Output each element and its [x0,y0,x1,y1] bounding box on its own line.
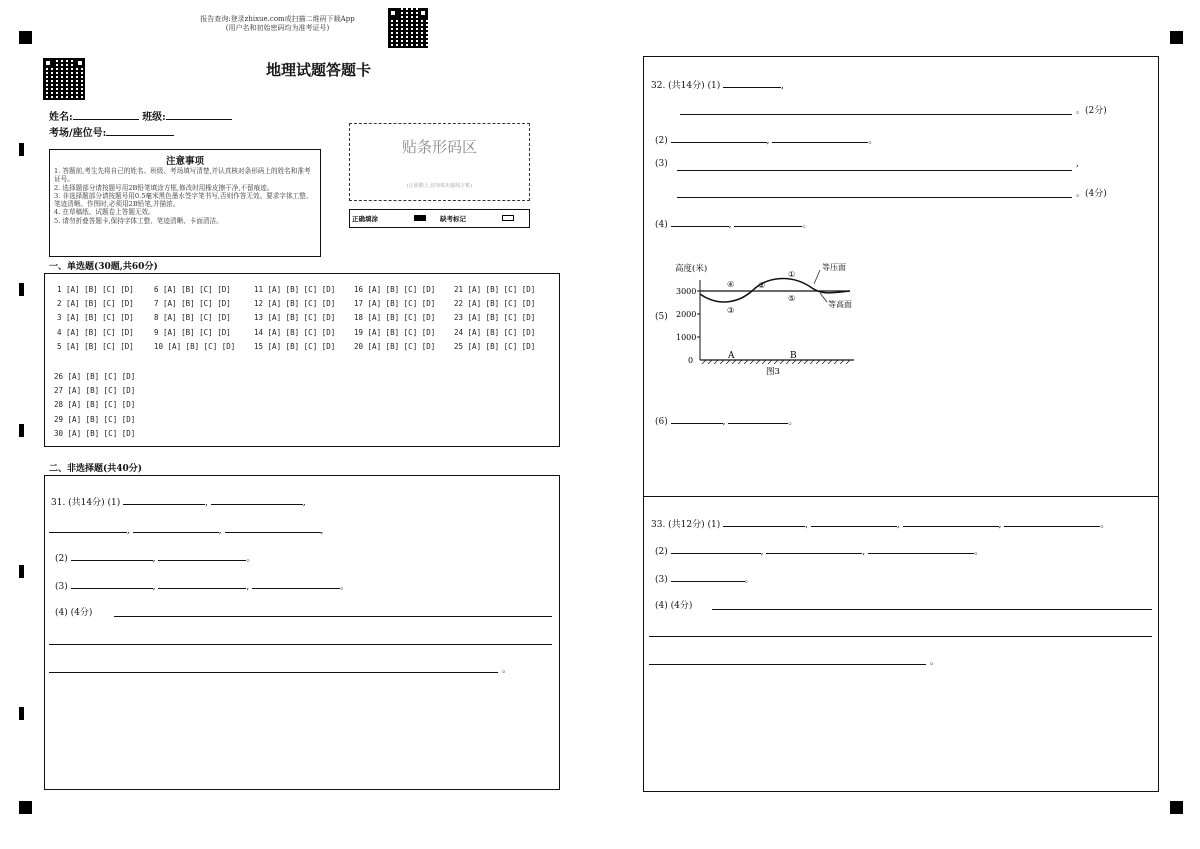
mcq-row[interactable]: 27 [A] [B] [C] [D] [54,386,136,396]
comma: , [1076,159,1079,169]
fill-legend [349,209,530,228]
mcq-row[interactable]: 19 [A] [B] [C] [D] [354,327,436,337]
mcq-row[interactable]: 13 [A] [B] [C] [D] [254,313,336,323]
x-label: A [728,351,735,361]
comma: , [781,81,785,91]
period: 。 [1100,520,1110,530]
contour-label: 等高面 [828,300,852,309]
class-label: 班级: [142,112,166,123]
comma: , [896,520,900,530]
q32-part2-label: (2) [655,136,668,146]
registration-mark [1170,801,1183,814]
point-label: ① [788,270,796,279]
mcq-row[interactable]: 21 [A] [B] [C] [D] [454,285,536,294]
app-qr-code [388,8,428,48]
mcq-row[interactable]: 4 [A] [B] [C] [D] [57,327,134,337]
report-line-2: (用户名和初始密码均为准考证号) [225,24,330,32]
timing-mark [19,565,24,578]
q33-row2[interactable] [655,542,983,557]
answer-line[interactable] [712,609,1152,610]
mcq-row[interactable]: 24 [A] [B] [C] [D] [454,327,536,337]
comma: , [760,547,764,557]
mcq-row[interactable]: 16 [A] [B] [C] [D] [354,285,436,294]
notice-item: 5. 请勿折叠答题卡,保持字体工整、笔迹清晰、卡面清洁。 [54,216,223,225]
period: 。 [868,136,878,146]
divider [643,496,1159,497]
q31-label: 31. (共14分) (1) [51,498,121,508]
mcq-row[interactable]: 7 [A] [B] [C] [D] [154,299,231,309]
figure-ytick: 0 [688,356,694,365]
page-title: 地理试题答题卡 [266,61,372,79]
comma: , [766,136,770,146]
comma: , [998,520,1002,530]
section2-title: 二、非选择题(共40分) [49,464,143,474]
answer-line[interactable] [677,197,1072,198]
mcq-row[interactable]: 22 [A] [B] [C] [D] [454,299,536,309]
seat-label: 考场/座位号: [49,128,107,139]
mcq-row[interactable]: 15 [A] [B] [C] [D] [254,341,336,351]
seat-field[interactable] [49,124,174,139]
answer-line[interactable] [649,664,926,665]
figure-ytick: 2000 [676,310,697,319]
isobar-curve [700,279,850,302]
mcq-column[interactable] [354,283,435,354]
q32-label: 32. (共14分) (1) [651,81,721,91]
mcq-row[interactable]: 8 [A] [B] [C] [D] [154,313,231,323]
q31-row5[interactable] [55,605,92,618]
q31-row4[interactable] [55,577,349,592]
barcode-title: 贴条形码区 [401,138,477,156]
notice-item: 2. 选择题部分请按题号用2B铅笔填涂方框,修改时用橡皮擦干净,不留痕迹。 [54,183,274,192]
comma: , [127,526,130,536]
answer-line[interactable] [49,644,552,645]
comma: , [205,498,209,508]
point-label: ⑤ [788,294,796,303]
period: 。 [974,547,984,557]
section1-title: 一、单选题(30题,共60分) [49,262,158,272]
comma: , [722,417,726,427]
barcode-note: (正面朝上,切勿贴出虚线方框) [406,183,473,189]
answer-line[interactable] [680,114,1072,115]
mcq-row[interactable]: 25 [A] [B] [C] [D] [454,341,536,351]
mcq-column[interactable] [154,283,235,354]
correct-fill-label: 正确填涂 [352,215,378,223]
figure-ylabel: 高度(米) [675,264,708,274]
absent-mark-checkbox[interactable] [502,215,514,221]
period: 。 [802,220,812,230]
student-qr-code [43,58,85,100]
q31-row3[interactable] [55,549,255,564]
q33-row1[interactable] [651,515,1109,530]
mcq-row[interactable]: 6 [A] [B] [C] [D] [154,285,231,294]
answer-line[interactable] [49,672,498,673]
mcq-box [44,273,560,447]
q32-part5-label: (5) [655,312,668,322]
figure-ytick: 3000 [676,287,697,296]
q31-part2-label: (2) [55,554,68,564]
q31-part3-label: (3) [55,582,68,592]
q31-row2[interactable] [49,521,323,536]
answer-line[interactable] [114,616,552,617]
mcq-row[interactable]: 3 [A] [B] [C] [D] [57,313,134,323]
period: 。 [930,657,940,667]
registration-mark [1170,31,1183,44]
ground-hatching [702,360,850,364]
period: 。 [246,554,256,564]
q33-part2-label: (2) [655,547,668,557]
comma: , [246,582,250,592]
point-label: ② [758,281,766,290]
q32-points-4: 。(4分) [1076,189,1107,199]
q32-part6-label: (6) [655,417,668,427]
q31-row1[interactable] [51,493,306,508]
q32-part4-label: (4) [655,220,668,230]
notice-item: 4. 在草稿纸、试题卷上答题无效。 [54,208,155,217]
q31-part4-label: (4) (4分) [55,608,93,618]
name-label: 姓名: [49,112,73,123]
timing-mark [19,707,24,720]
mcq-row[interactable]: 17 [A] [B] [C] [D] [354,299,436,309]
absent-mark-label: 缺考标记 [440,215,466,223]
point-label: ④ [727,280,735,289]
mcq-row[interactable]: 5 [A] [B] [C] [D] [57,341,134,351]
q33-part3-label: (3) [655,575,668,585]
notice-item: 3. 非选择题部分请按题号用0.5毫米黑色墨水签字笔书写,否则作答无效。要求字体工整、笔迹清晰。作图时,必须用2B铅笔,并描浓。 [54,191,313,209]
isobar-label: 等压面 [822,263,846,272]
registration-mark [19,31,32,44]
timing-mark [19,424,24,437]
q32-points-2: 。(2分) [1076,106,1107,116]
comma: , [728,220,732,230]
x-label: B [790,351,797,361]
q32-row6[interactable] [655,412,797,427]
comma: , [862,547,866,557]
period: 。 [744,575,754,585]
comma: , [805,520,809,530]
comma: , [302,498,306,508]
mcq-column[interactable] [454,283,535,354]
figure-ytick: 1000 [676,333,697,342]
comma: , [152,554,156,564]
q32-part3-label: (3) [655,159,668,169]
mcq-column[interactable] [54,370,135,441]
comma: , [152,582,156,592]
mcq-row[interactable]: 23 [A] [B] [C] [D] [454,313,536,323]
mcq-row[interactable]: 1 [A] [B] [C] [D] [57,285,134,294]
answer-line[interactable] [677,170,1072,171]
point-label: ③ [727,306,735,315]
figure-caption: 图3 [766,367,780,377]
q33-part4-label: (4) (4分) [655,601,693,611]
mcq-row[interactable]: 11 [A] [B] [C] [D] [254,285,336,294]
mcq-row[interactable]: 10 [A] [B] [C] [D] [154,341,236,351]
report-line-1: 报告查询:登录zhixue.com或扫描二维码下载App [200,15,355,23]
notice-item: 1. 答题前,考生先将自己的姓名、班级、考场填写清楚,并认真核对条形码上的姓名和准考证号。 [54,167,311,184]
q32-row2[interactable] [655,131,877,146]
period: 。 [502,665,512,675]
timing-mark [19,143,24,156]
q32-row1[interactable] [651,76,784,91]
mcq-column[interactable] [57,283,134,354]
period: 。 [340,582,350,592]
mcq-row[interactable]: 18 [A] [B] [C] [D] [354,313,436,323]
comma: , [320,526,324,536]
registration-mark [19,801,32,814]
mcq-row[interactable]: 20 [A] [B] [C] [D] [354,341,436,351]
mcq-row[interactable]: 9 [A] [B] [C] [D] [154,327,231,337]
mcq-column[interactable] [254,283,335,354]
notice-title: 注意事项 [165,156,204,167]
q32-row4[interactable] [655,215,811,230]
name-field[interactable] [49,108,232,123]
mcq-row[interactable]: 2 [A] [B] [C] [D] [57,299,134,309]
barcode-area [349,123,530,201]
mcq-row[interactable]: 30 [A] [B] [C] [D] [54,428,136,438]
mcq-row[interactable]: 28 [A] [B] [C] [D] [54,400,136,410]
comma: , [218,526,222,536]
period: 。 [788,417,798,427]
mcq-row[interactable]: 14 [A] [B] [C] [D] [254,327,336,337]
mcq-row[interactable]: 29 [A] [B] [C] [D] [54,414,136,424]
q33-label: 33. (共12分) (1) [651,520,721,530]
figure-3 [672,258,872,378]
notice-box [49,149,321,257]
report-info [170,15,385,33]
q33-row3[interactable] [655,570,754,585]
correct-fill-sample [414,215,426,221]
timing-mark [19,283,24,296]
mcq-row[interactable]: 12 [A] [B] [C] [D] [254,299,336,309]
answer-line[interactable] [649,636,1152,637]
mcq-row[interactable]: 26 [A] [B] [C] [D] [54,372,136,381]
